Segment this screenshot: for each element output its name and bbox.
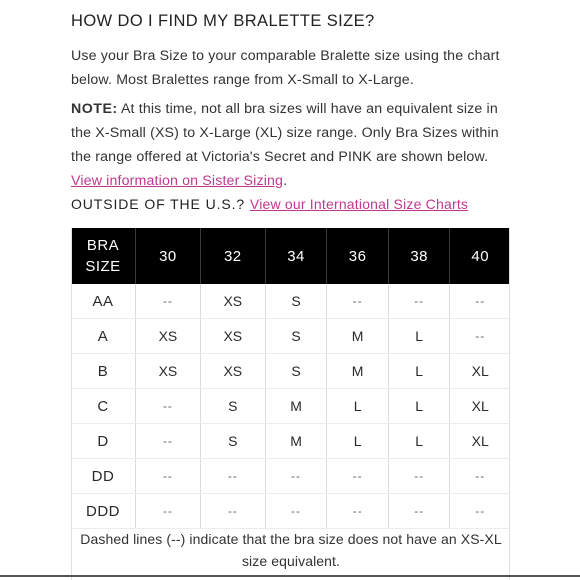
table-cell: -- — [136, 284, 201, 319]
header-band-34: 34 — [265, 228, 327, 284]
table-cell: M — [265, 389, 327, 424]
note-period: . — [283, 173, 288, 189]
table-cell: -- — [136, 389, 201, 424]
table-row — [71, 424, 510, 459]
table-row — [71, 319, 510, 354]
table-cell: L — [388, 389, 450, 424]
note-text: At this time, not all bra sizes will have an equivalent size in the X-Small (XS) to X-Large (XL) size range. Only Bra Sizes within the range offered at Victoria's Secret and PINK are shown below. — [71, 101, 499, 165]
table-cell: -- — [327, 494, 389, 529]
table-row — [71, 389, 510, 424]
sister-sizing-link[interactable]: View information on Sister Sizing — [71, 173, 284, 189]
table-cell: M — [327, 354, 389, 389]
table-cell: XS — [200, 319, 265, 354]
table-cell: XS — [136, 319, 201, 354]
table-cell: -- — [136, 494, 201, 529]
header-band-40: 40 — [450, 228, 510, 284]
cup-size: DDD — [71, 494, 136, 529]
table-cell: XS — [200, 354, 265, 389]
cup-size: DD — [71, 459, 136, 494]
table-row — [71, 459, 510, 494]
table-cell: S — [200, 389, 265, 424]
table-cell: XS — [136, 354, 201, 389]
header-band-32: 32 — [200, 228, 265, 284]
outside-us-label: OUTSIDE OF THE U.S.? — [71, 196, 246, 212]
table-cell: XL — [450, 354, 510, 389]
cup-size: D — [71, 424, 136, 459]
cup-size: A — [71, 319, 136, 354]
table-cell: L — [388, 319, 450, 354]
table-cell: -- — [450, 319, 510, 354]
header-bra-size: BRA SIZE — [71, 228, 136, 284]
table-header-row — [71, 228, 510, 284]
table-cell: -- — [388, 459, 450, 494]
table-cell: -- — [388, 284, 450, 319]
table-cell: -- — [450, 459, 510, 494]
table-cell: L — [388, 424, 450, 459]
table-cell: -- — [200, 459, 265, 494]
header-band-30: 30 — [136, 228, 201, 284]
table-cell: L — [327, 389, 389, 424]
note-label: NOTE: — [71, 101, 118, 117]
header-band-38: 38 — [388, 228, 450, 284]
table-cell: M — [265, 424, 327, 459]
international-row — [71, 196, 468, 212]
table-cell: M — [327, 319, 389, 354]
table-cell: XS — [200, 284, 265, 319]
cup-size: AA — [71, 284, 136, 319]
table-row — [71, 284, 510, 319]
table-cell: L — [327, 424, 389, 459]
table-cell: -- — [136, 424, 201, 459]
table-cell: L — [388, 354, 450, 389]
table-cell: -- — [265, 494, 327, 529]
international-size-charts-link[interactable]: View our International Size Charts — [249, 196, 469, 212]
page-title: HOW DO I FIND MY BRALETTE SIZE? — [71, 12, 375, 30]
table-cell: -- — [327, 284, 389, 319]
table-cell: -- — [388, 494, 450, 529]
bottom-divider — [0, 575, 580, 577]
table-cell: S — [200, 424, 265, 459]
footnote-text: Dashed lines (--) indicate that the bra size does not have an XS-XL size equivalent. — [80, 531, 502, 569]
note-paragraph — [71, 97, 511, 193]
cup-size: B — [71, 354, 136, 389]
intro-text: Use your Bra Size to your comparable Bralette size using the chart below. Most Bralettes range from X-Small to X-Large. — [71, 48, 500, 88]
header-band-36: 36 — [327, 228, 389, 284]
table-cell: -- — [200, 494, 265, 529]
table-cell: S — [265, 284, 327, 319]
table-cell: XL — [450, 424, 510, 459]
table-cell: XL — [450, 389, 510, 424]
size-chart-table — [71, 228, 510, 529]
table-cell: S — [265, 319, 327, 354]
table-cell: -- — [450, 494, 510, 529]
table-cell: -- — [450, 284, 510, 319]
cup-size: C — [71, 389, 136, 424]
table-row — [71, 494, 510, 529]
table-row — [71, 354, 510, 389]
table-cell: -- — [136, 459, 201, 494]
table-cell: -- — [327, 459, 389, 494]
table-cell: -- — [265, 459, 327, 494]
table-cell: S — [265, 354, 327, 389]
